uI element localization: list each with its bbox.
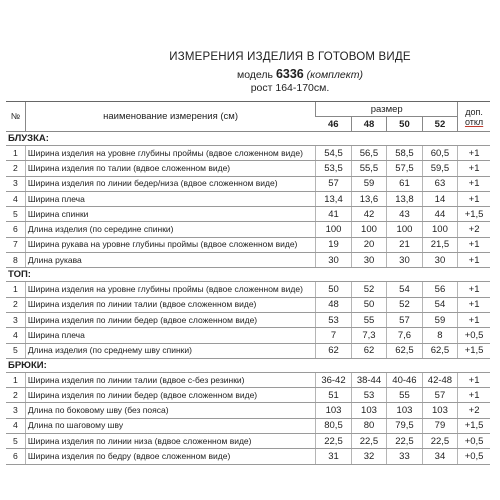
value-size-50: 43 bbox=[387, 207, 422, 222]
measurement-name: Длина рукава bbox=[25, 253, 315, 268]
model-number: 6336 bbox=[275, 67, 304, 81]
tolerance-value: +1 bbox=[458, 191, 490, 206]
value-size-52: 59,5 bbox=[422, 161, 457, 176]
value-size-52: 21,5 bbox=[422, 237, 457, 252]
value-size-46: 54,5 bbox=[316, 146, 351, 161]
table-row bbox=[6, 191, 490, 206]
table-row bbox=[6, 237, 490, 252]
measurement-name: Ширина изделия на уровне глубины проймы (вдвое сложенном виде) bbox=[25, 282, 315, 297]
table-row bbox=[6, 176, 490, 191]
table-header-row bbox=[6, 102, 490, 117]
value-size-50: 52 bbox=[387, 297, 422, 312]
tolerance-value: +1 bbox=[458, 146, 490, 161]
document-title: ИЗМЕРЕНИЯ ИЗДЕЛИЯ В ГОТОВОМ ВИДЕ bbox=[169, 51, 411, 63]
value-size-50: 22,5 bbox=[387, 434, 422, 449]
tolerance-header bbox=[458, 102, 490, 132]
model-line bbox=[50, 67, 500, 81]
section-title: БРЮКИ: bbox=[6, 358, 490, 372]
value-size-48: 7,3 bbox=[351, 328, 386, 343]
value-size-52: 57 bbox=[422, 388, 457, 403]
value-size-46: 100 bbox=[316, 222, 351, 237]
value-size-52: 54 bbox=[422, 297, 457, 312]
value-size-50: 7,6 bbox=[387, 328, 422, 343]
row-number: 1 bbox=[6, 282, 25, 297]
value-size-50: 58,5 bbox=[387, 146, 422, 161]
section-title: БЛУЗКА: bbox=[6, 132, 490, 146]
tolerance-value: +1 bbox=[458, 372, 490, 387]
value-size-50: 55 bbox=[387, 388, 422, 403]
value-size-48: 30 bbox=[351, 253, 386, 268]
section-header-row bbox=[6, 268, 490, 282]
table-row bbox=[6, 282, 490, 297]
row-number: 6 bbox=[6, 449, 25, 464]
value-size-48: 103 bbox=[351, 403, 386, 418]
value-size-52: 63 bbox=[422, 176, 457, 191]
measurement-name: Длина изделия (по середине спинки) bbox=[25, 222, 315, 237]
table-row bbox=[6, 449, 490, 464]
value-size-48: 62 bbox=[351, 343, 386, 358]
tolerance-value: +1 bbox=[458, 297, 490, 312]
value-size-46: 13,4 bbox=[316, 191, 351, 206]
row-number: 3 bbox=[6, 403, 25, 418]
value-size-46: 103 bbox=[316, 403, 351, 418]
row-number: 2 bbox=[6, 161, 25, 176]
value-size-48: 52 bbox=[351, 282, 386, 297]
value-size-46: 36-42 bbox=[316, 372, 351, 387]
row-number: 5 bbox=[6, 343, 25, 358]
value-size-46: 62 bbox=[316, 343, 351, 358]
measurement-name: Ширина изделия по линии бедер (вдвое сложенном виде) bbox=[25, 388, 315, 403]
value-size-50: 61 bbox=[387, 176, 422, 191]
value-size-50: 57 bbox=[387, 312, 422, 327]
table-row bbox=[6, 161, 490, 176]
tolerance-value: +2 bbox=[458, 403, 490, 418]
row-number: 1 bbox=[6, 372, 25, 387]
size-50-header: 50 bbox=[387, 117, 422, 132]
row-number: 7 bbox=[6, 237, 25, 252]
tolerance-value: +1 bbox=[458, 253, 490, 268]
value-size-50: 21 bbox=[387, 237, 422, 252]
value-size-46: 53,5 bbox=[316, 161, 351, 176]
tolerance-value: +2 bbox=[458, 222, 490, 237]
value-size-50: 100 bbox=[387, 222, 422, 237]
value-size-46: 7 bbox=[316, 328, 351, 343]
measurement-name: Ширина плеча bbox=[25, 328, 315, 343]
table-row bbox=[6, 388, 490, 403]
value-size-50: 57,5 bbox=[387, 161, 422, 176]
table-row bbox=[6, 297, 490, 312]
row-number: 5 bbox=[6, 434, 25, 449]
tolerance-header-line1: доп. bbox=[465, 106, 483, 117]
tolerance-header-line2: откл bbox=[464, 116, 484, 127]
row-number: 3 bbox=[6, 312, 25, 327]
value-size-46: 31 bbox=[316, 449, 351, 464]
section-title: ТОП: bbox=[6, 268, 490, 282]
measurement-name: Ширина изделия по линии талии (вдвое сложенном виде) bbox=[25, 297, 315, 312]
row-number: 2 bbox=[6, 297, 25, 312]
value-size-48: 55,5 bbox=[351, 161, 386, 176]
value-size-48: 50 bbox=[351, 297, 386, 312]
value-size-52: 60,5 bbox=[422, 146, 457, 161]
value-size-52: 34 bbox=[422, 449, 457, 464]
row-number: 4 bbox=[6, 191, 25, 206]
table-row bbox=[6, 253, 490, 268]
value-size-52: 44 bbox=[422, 207, 457, 222]
model-prefix: модель bbox=[236, 69, 274, 81]
measurement-name: Ширина изделия по линии талии (вдвое с-без резинки) bbox=[25, 372, 315, 387]
tolerance-value: +1 bbox=[458, 176, 490, 191]
table-row bbox=[6, 328, 490, 343]
table-row bbox=[6, 403, 490, 418]
value-size-48: 38-44 bbox=[351, 372, 386, 387]
table-row bbox=[6, 146, 490, 161]
size-46-header: 46 bbox=[316, 117, 351, 132]
value-size-50: 62,5 bbox=[387, 343, 422, 358]
value-size-52: 79 bbox=[422, 418, 457, 433]
value-size-48: 32 bbox=[351, 449, 386, 464]
size-header: размер bbox=[316, 102, 458, 117]
value-size-52: 62,5 bbox=[422, 343, 457, 358]
tolerance-value: +1 bbox=[458, 312, 490, 327]
size-48-header: 48 bbox=[351, 117, 386, 132]
section-header-row bbox=[6, 132, 490, 146]
tolerance-value: +0,5 bbox=[458, 328, 490, 343]
value-size-48: 80 bbox=[351, 418, 386, 433]
row-number: 5 bbox=[6, 207, 25, 222]
size-52-header: 52 bbox=[422, 117, 457, 132]
model-note: (комплект) bbox=[306, 69, 364, 81]
value-size-50: 33 bbox=[387, 449, 422, 464]
row-number: 1 bbox=[6, 146, 25, 161]
measurement-name: Ширина изделия по линии низа (вдвое сложенном виде) bbox=[25, 434, 315, 449]
value-size-48: 53 bbox=[351, 388, 386, 403]
height-line: рост 164-170см. bbox=[250, 82, 330, 94]
value-size-46: 41 bbox=[316, 207, 351, 222]
value-size-52: 59 bbox=[422, 312, 457, 327]
value-size-48: 20 bbox=[351, 237, 386, 252]
tolerance-value: +0,5 bbox=[458, 434, 490, 449]
value-size-48: 56,5 bbox=[351, 146, 386, 161]
row-number: 4 bbox=[6, 328, 25, 343]
col-name-header: наименование измерения (см) bbox=[25, 102, 315, 132]
value-size-46: 22,5 bbox=[316, 434, 351, 449]
measurement-name: Ширина изделия по талии (вдвое сложенном виде) bbox=[25, 161, 315, 176]
table-row bbox=[6, 434, 490, 449]
measurement-name: Ширина рукава на уровне глубины проймы (вдвое сложенном виде) bbox=[25, 237, 315, 252]
col-num-header: № bbox=[6, 102, 25, 132]
value-size-50: 79,5 bbox=[387, 418, 422, 433]
measurement-name: Ширина изделия на уровне глубины проймы (вдвое сложенном виде) bbox=[25, 146, 315, 161]
value-size-48: 100 bbox=[351, 222, 386, 237]
section-header-row bbox=[6, 358, 490, 372]
measurements-table bbox=[6, 101, 490, 465]
value-size-50: 13,8 bbox=[387, 191, 422, 206]
value-size-48: 55 bbox=[351, 312, 386, 327]
value-size-52: 103 bbox=[422, 403, 457, 418]
table-row bbox=[6, 222, 490, 237]
measurement-name: Ширина спинки bbox=[25, 207, 315, 222]
value-size-46: 57 bbox=[316, 176, 351, 191]
value-size-46: 53 bbox=[316, 312, 351, 327]
value-size-46: 30 bbox=[316, 253, 351, 268]
value-size-52: 30 bbox=[422, 253, 457, 268]
row-number: 6 bbox=[6, 222, 25, 237]
value-size-52: 100 bbox=[422, 222, 457, 237]
value-size-46: 50 bbox=[316, 282, 351, 297]
value-size-52: 14 bbox=[422, 191, 457, 206]
measurement-name: Длина изделия (по среднему шву спинки) bbox=[25, 343, 315, 358]
value-size-52: 56 bbox=[422, 282, 457, 297]
table-row bbox=[6, 372, 490, 387]
table-row bbox=[6, 343, 490, 358]
row-number: 8 bbox=[6, 253, 25, 268]
table-row bbox=[6, 418, 490, 433]
value-size-52: 42-48 bbox=[422, 372, 457, 387]
measurement-name: Ширина изделия по линии бедер/низа (вдвое сложенном виде) bbox=[25, 176, 315, 191]
value-size-48: 59 bbox=[351, 176, 386, 191]
value-size-46: 48 bbox=[316, 297, 351, 312]
value-size-52: 8 bbox=[422, 328, 457, 343]
measurement-name: Ширина изделия по бедру (вдвое сложенном виде) bbox=[25, 449, 315, 464]
value-size-46: 51 bbox=[316, 388, 351, 403]
value-size-50: 40-46 bbox=[387, 372, 422, 387]
row-number: 4 bbox=[6, 418, 25, 433]
value-size-50: 54 bbox=[387, 282, 422, 297]
row-number: 2 bbox=[6, 388, 25, 403]
value-size-50: 30 bbox=[387, 253, 422, 268]
measurement-name: Длина по боковому шву (без пояса) bbox=[25, 403, 315, 418]
tolerance-value: +1 bbox=[458, 161, 490, 176]
table-row bbox=[6, 312, 490, 327]
tolerance-value: +0,5 bbox=[458, 449, 490, 464]
value-size-52: 22,5 bbox=[422, 434, 457, 449]
value-size-50: 103 bbox=[387, 403, 422, 418]
table-row bbox=[6, 207, 490, 222]
tolerance-value: +1 bbox=[458, 282, 490, 297]
tolerance-value: +1,5 bbox=[458, 418, 490, 433]
value-size-48: 13,6 bbox=[351, 191, 386, 206]
value-size-48: 22,5 bbox=[351, 434, 386, 449]
tolerance-value: +1 bbox=[458, 388, 490, 403]
value-size-46: 80,5 bbox=[316, 418, 351, 433]
value-size-46: 19 bbox=[316, 237, 351, 252]
measurement-name: Ширина изделия по линии бедер (вдвое сложенном виде) bbox=[25, 312, 315, 327]
tolerance-value: +1 bbox=[458, 237, 490, 252]
measurement-name: Длина по шаговому шву bbox=[25, 418, 315, 433]
tolerance-value: +1,5 bbox=[458, 343, 490, 358]
measurement-name: Ширина плеча bbox=[25, 191, 315, 206]
value-size-48: 42 bbox=[351, 207, 386, 222]
tolerance-value: +1,5 bbox=[458, 207, 490, 222]
row-number: 3 bbox=[6, 176, 25, 191]
